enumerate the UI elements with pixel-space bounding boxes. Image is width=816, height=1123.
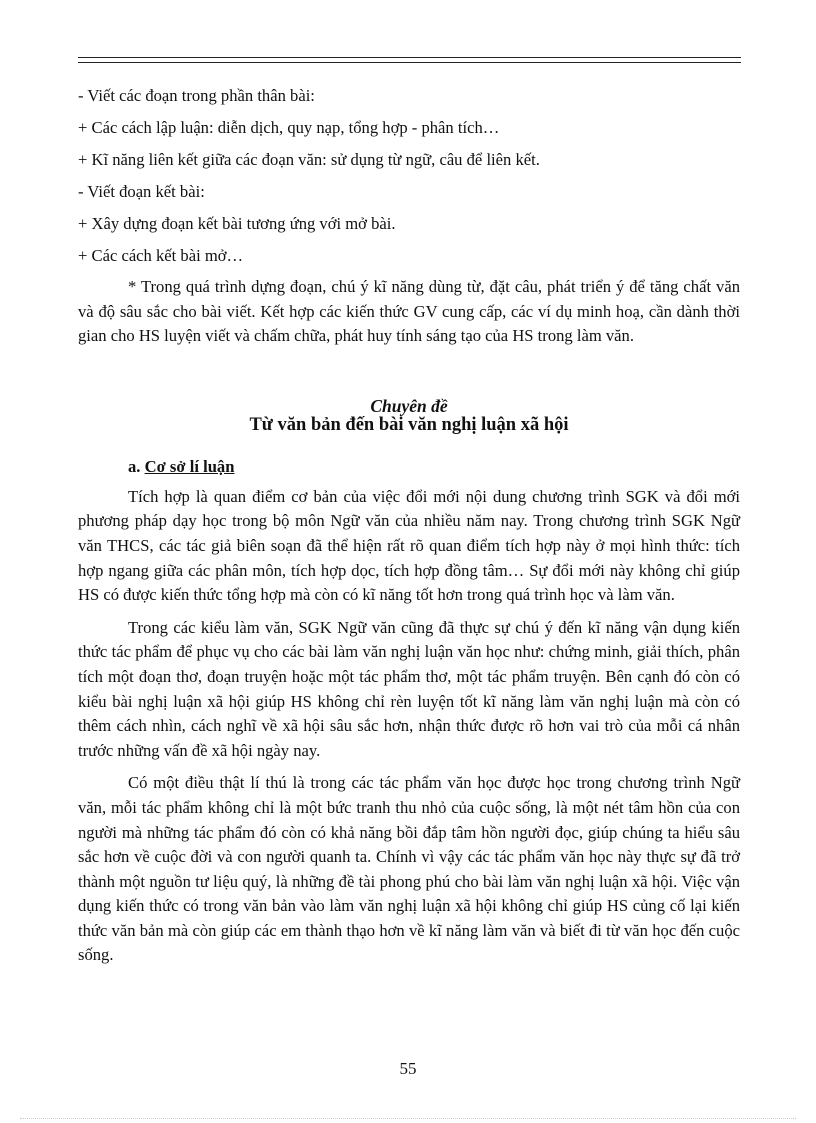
topic-heading xyxy=(78,397,740,435)
note-paragraph: * Trong quá trình dựng đoạn, chú ý kĩ năng dùng từ, đặt câu, phát triển ý để tăng chất văn và độ sâu sắc cho bài viết. Kết hợp các kiến thức GV cung cấp, các ví dụ minh hoạ, cần dành thời gian cho HS luyện viết và chấm chữa, phát huy tính sáng tạo của HS trong làm văn. xyxy=(78,277,740,346)
section-marker: a. xyxy=(128,456,141,476)
bullet-line: + Kĩ năng liên kết giữa các đoạn văn: sử dụng từ ngữ, câu để liên kết. xyxy=(78,150,540,169)
bullet-line: + Các cách lập luận: diễn dịch, quy nạp, tổng hợp - phân tích… xyxy=(78,118,500,137)
body-paragraph: Có một điều thật lí thú là trong các tác phẩm văn học được học trong chương trình Ngữ văn, mỗi tác phẩm không chỉ là một bức tranh thu nhỏ của cuộc sống, là một nét tâm hồn của con người mà những tác phẩm đó còn có khả năng bồi đắp tâm hồn người đọc, giúp chúng ta hiểu sâu sắc hơn về cuộc đời và con người quanh ta. Chính vì vậy các tác phẩm văn học này thực sự đã trở thành một nguồn tư liệu quý, là những đề tài phong phú cho bài làm văn nghị luận xã hội. Việc vận dụng kiến thức có trong văn bản vào làm văn nghị luận xã hội không chỉ giúp HS củng cố lại kiến thức văn bản mà còn giúp các em thành thạo hơn về kĩ năng làm văn và biết đi từ văn học đến cuộc sống. xyxy=(78,773,740,965)
footer-dotted-rule xyxy=(20,1118,796,1119)
page-number: 55 xyxy=(399,1059,417,1078)
header-rule-bottom xyxy=(78,62,741,63)
bullet-line: + Các cách kết bài mở… xyxy=(78,246,244,265)
bullet-line: - Viết đoạn kết bài: xyxy=(78,182,205,201)
bullet-line: + Xây dựng đoạn kết bài tương ứng với mở bài. xyxy=(78,214,396,233)
section-heading xyxy=(128,455,740,479)
topic-label: Chuyên đề xyxy=(370,395,448,416)
body-paragraph: Trong các kiểu làm văn, SGK Ngữ văn cũng đã thực sự chú ý đến kĩ năng vận dụng kiến thức tác phẩm để phục vụ cho các bài làm văn nghị luận văn học như: chứng minh, giải thích, phân tích một đoạn thơ, đoạn truyện hoặc một tác phẩm thơ, một tác phẩm truyện. Bên cạnh đó còn có kiểu bài nghị luận xã hội giúp HS không chỉ rèn luyện tốt kĩ năng làm văn nghị luận mà còn có thêm cách nhìn, cách nghĩ về xã hội sâu sắc hơn, nhận thức được rõ hơn vai trò của mỗi cá nhân trước những vấn đề xã hội ngày nay. xyxy=(78,617,740,760)
bullet-line: - Viết các đoạn trong phần thân bài: xyxy=(78,86,315,105)
header-rule-top xyxy=(78,57,741,58)
topic-title: Từ văn bản đến bài văn nghị luận xã hội xyxy=(249,414,569,435)
body-paragraph: Tích hợp là quan điểm cơ bản của việc đổi mới nội dung chương trình SGK và đổi mới phương pháp dạy học trong bộ môn Ngữ văn của nhiều năm nay. Trong chương trình SGK Ngữ văn THCS, các tác giả biên soạn đã thể hiện rất rõ quan điểm tích hợp này ở mọi hình thức: tích hợp ngang giữa các phân môn, tích hợp dọc, tích hợp đồng tâm… Sự đổi mới này không chỉ giúp HS có được kiến thức tổng hợp mà còn có kĩ năng tốt hơn trong quá trình học và làm văn. xyxy=(78,486,740,605)
page-content xyxy=(78,80,740,968)
section-title: Cơ sở lí luận xyxy=(144,456,235,476)
